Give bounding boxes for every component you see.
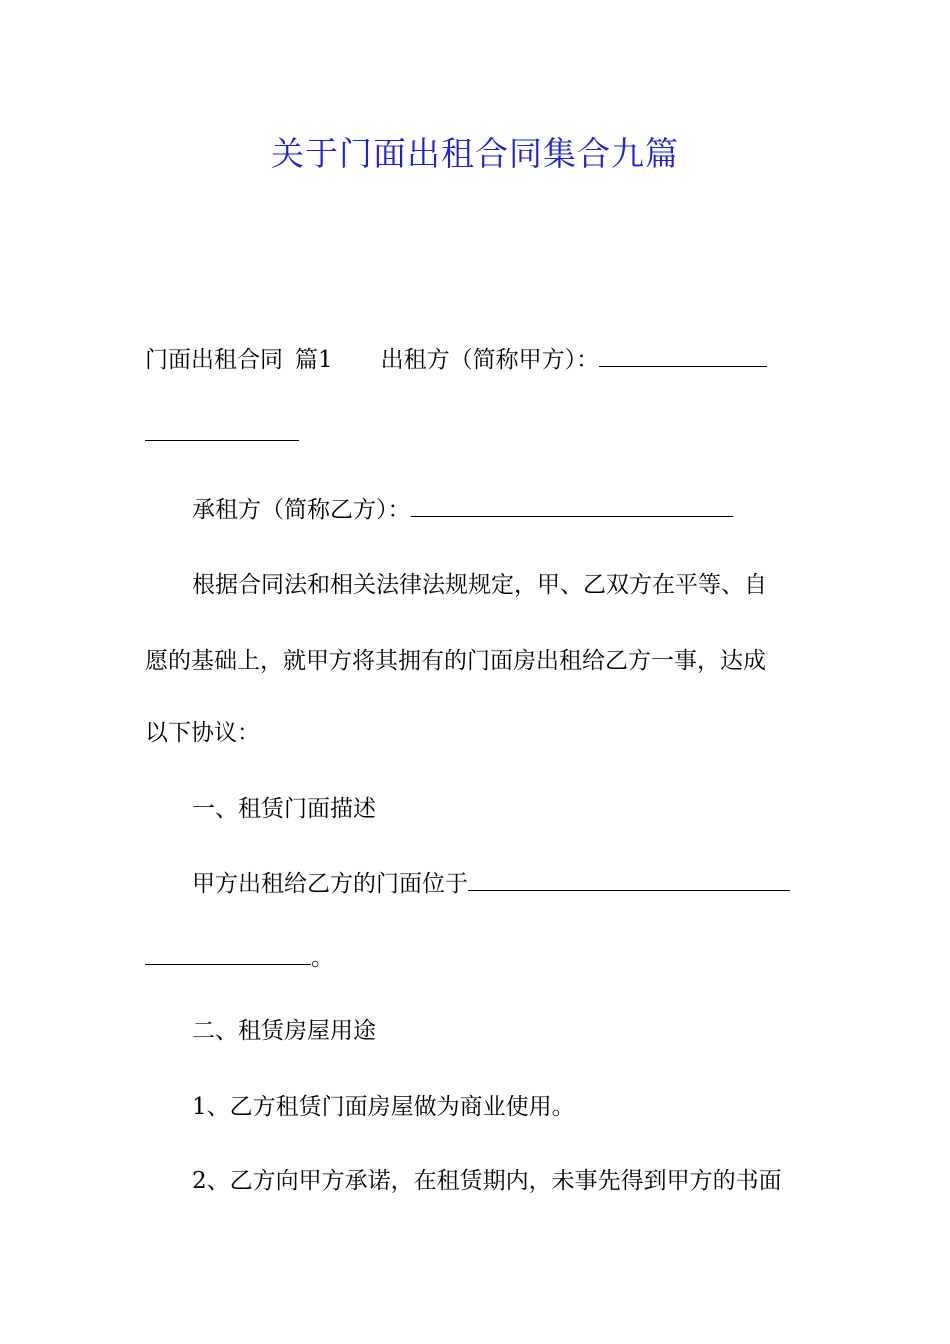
section1-text: 甲方出租给乙方的门面位于	[192, 871, 468, 897]
lessee-blank	[411, 494, 733, 517]
document-title: 关于门面出租合同集合九篇	[271, 134, 679, 173]
item-1: 1、乙方租赁门面房屋做为商业使用。	[192, 1094, 575, 1120]
location-blank	[468, 868, 790, 891]
heading-part: 篇1	[295, 347, 333, 373]
intro-line-3: 以下协议：	[145, 720, 260, 746]
heading-label: 门面出租合同	[145, 347, 283, 373]
lessor-blank-continuation	[145, 418, 299, 449]
heading-line	[145, 344, 767, 375]
section2-title: 二、租赁房屋用途	[192, 1018, 376, 1044]
lessor-blank	[599, 344, 767, 367]
intro-line-1: 根据合同法和相关法律法规规定，甲、乙双方在平等、自	[192, 572, 767, 598]
location-blank-line2	[145, 942, 311, 965]
intro-line-2: 愿的基础上，就甲方将其拥有的门面房出租给乙方一事，达成	[145, 648, 766, 674]
lessor-label: 出租方（简称甲方）：	[380, 347, 600, 373]
section1-line	[192, 868, 790, 899]
lessee-label: 承租方（简称乙方）：	[192, 497, 411, 523]
section1-line2	[145, 942, 334, 973]
lessor-blank-line2	[145, 418, 299, 441]
lessee-line	[192, 494, 733, 525]
section1-end: 。	[311, 945, 334, 971]
section1-title: 一、租赁门面描述	[192, 796, 376, 822]
item-2: 2、乙方向甲方承诺，在租赁期内，未事先得到甲方的书面	[192, 1168, 782, 1194]
